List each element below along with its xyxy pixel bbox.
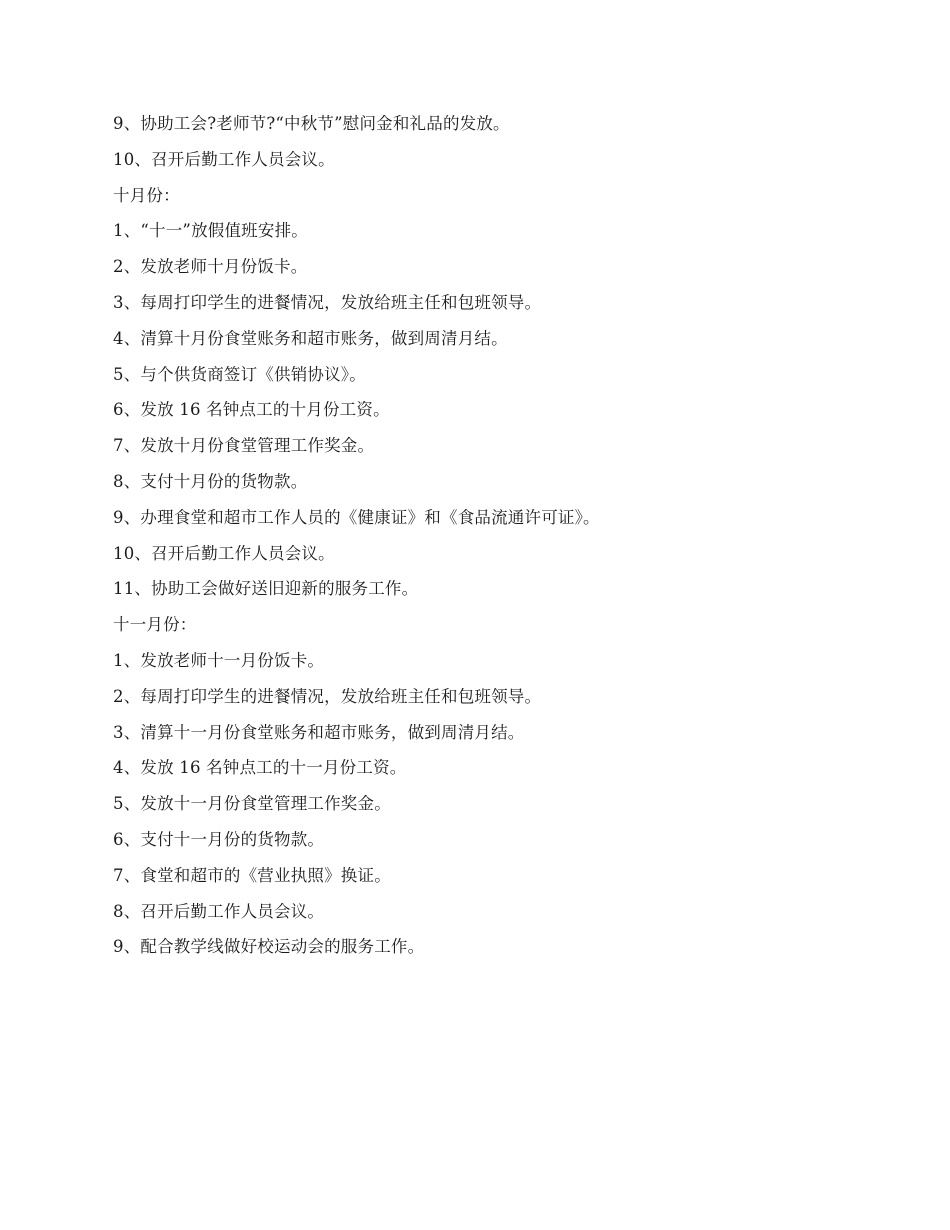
list-item: 8、召开后勤工作人员会议。 — [113, 901, 325, 921]
list-item: 5、发放十一月份食堂管理工作奖金。 — [113, 794, 391, 814]
list-item: 2、每周打印学生的进餐情况，发放给班主任和包班领导。 — [113, 686, 542, 706]
list-item: 5、与个供货商签订《供销协议》。 — [113, 364, 366, 384]
list-item: 3、清算十一月份食堂账务和超市账务，做到周清月结。 — [113, 722, 525, 742]
list-item: 3、每周打印学生的进餐情况，发放给班主任和包班领导。 — [113, 292, 542, 312]
list-item: 11、协助工会做好送旧迎新的服务工作。 — [113, 579, 419, 599]
list-item: 9、配合教学线做好校运动会的服务工作。 — [113, 937, 425, 957]
list-item: 2、发放老师十月份饭卡。 — [113, 257, 308, 277]
list-item: 6、支付十一月份的货物款。 — [113, 829, 325, 849]
section-heading-november: 十一月份： — [113, 615, 197, 635]
list-item: 9、办理食堂和超市工作人员的《健康证》和《食品流通许可证》。 — [113, 507, 600, 527]
list-item: 6、发放 16 名钟点工的十月份工资。 — [113, 400, 390, 420]
list-item: 4、发放 16 名钟点工的十一月份工资。 — [113, 758, 407, 778]
list-item: 7、食堂和超市的《营业执照》换证。 — [113, 865, 391, 885]
list-item: 7、发放十月份食堂管理工作奖金。 — [113, 436, 375, 456]
list-item: 10、召开后勤工作人员会议。 — [113, 543, 335, 563]
list-item: 4、清算十月份食堂账务和超市账务，做到周清月结。 — [113, 328, 508, 348]
list-item: 10、召开后勤工作人员会议。 — [113, 149, 335, 169]
list-item: 8、支付十月份的货物款。 — [113, 471, 308, 491]
list-item: 9、协助工会?老师节?“中秋节”慰问金和礼品的发放。 — [113, 114, 510, 133]
document-body — [113, 110, 873, 969]
list-item: 1、发放老师十一月份饭卡。 — [113, 650, 325, 670]
section-heading-october: 十月份： — [113, 185, 180, 205]
list-item: 1、“十一”放假值班安排。 — [113, 221, 308, 241]
